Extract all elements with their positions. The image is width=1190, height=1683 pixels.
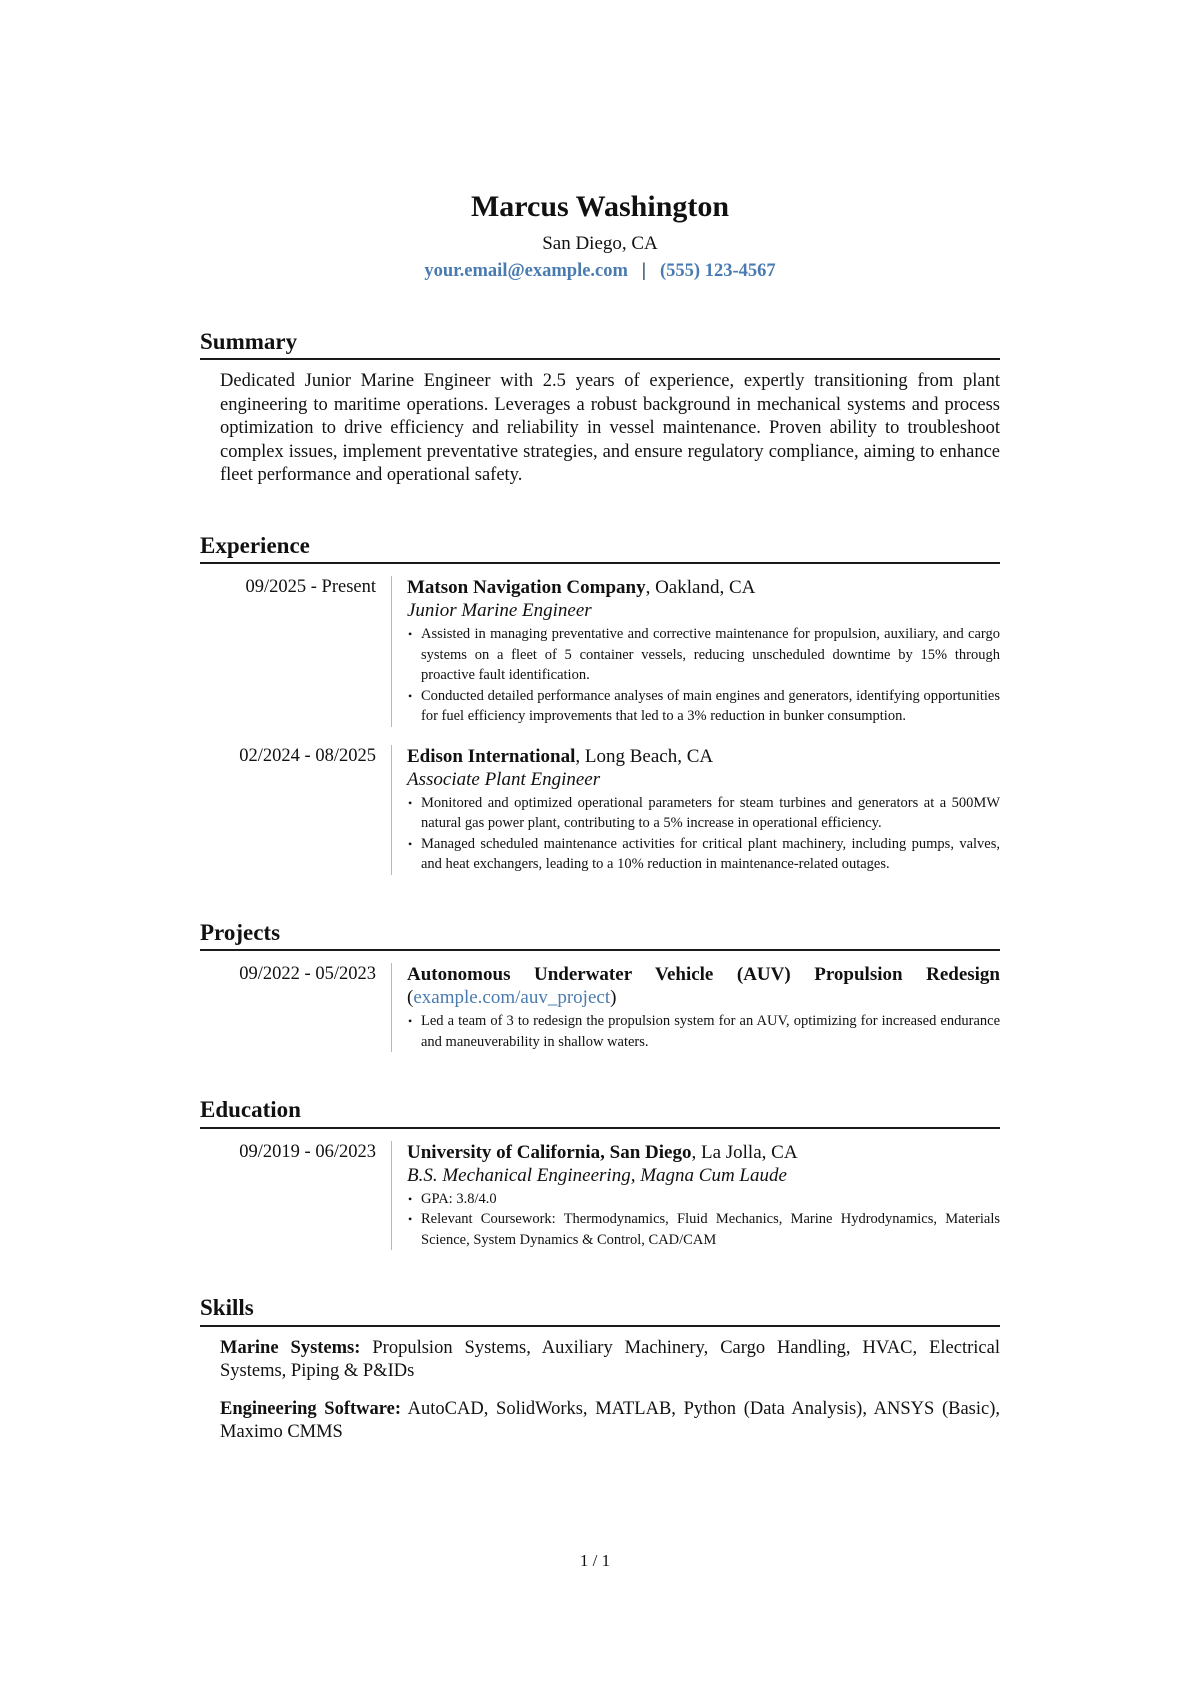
experience-entry — [200, 745, 1000, 875]
section-title-skills: Skills — [200, 1294, 1000, 1327]
list-item — [407, 834, 1000, 875]
entry-title — [407, 745, 1000, 768]
skill-value: Propulsion Systems, Auxiliary Machinery, Cargo Handling, HVAC, Electrical Systems, Piping & P&IDs — [220, 1337, 1000, 1382]
list-item — [407, 686, 1000, 727]
skills-section — [200, 1294, 1000, 1445]
entry-role: Associate Plant Engineer — [407, 768, 601, 790]
candidate-location: San Diego, CA — [542, 232, 658, 254]
entry-title — [407, 576, 1000, 599]
project-link[interactable]: example.com/auv_project — [413, 987, 611, 1009]
bullet-text: Assisted in managing preventative and corrective maintenance for propulsion, auxiliary, and cargo systems on a fleet of 5 container vessels, reducing unscheduled downtime by 15% through proactive fault identification. — [421, 626, 1000, 684]
project-link-line — [407, 986, 1000, 1009]
section-title-summary: Summary — [200, 328, 1000, 361]
summary-section — [200, 328, 1000, 488]
experience-section — [200, 532, 1000, 875]
entry-date: 09/2022 - 05/2023 — [239, 964, 376, 985]
project-name — [407, 963, 1000, 986]
bullet-text: Led a team of 3 to redesign the propulsion system for an AUV, optimizing for increased endurance and maneuverability in shallow waters. — [421, 1013, 1000, 1050]
bullet-list — [407, 1011, 1000, 1052]
project-entry — [200, 963, 1000, 1052]
list-item — [407, 1209, 1000, 1250]
entry-organization: University of California, San Diego — [407, 1141, 692, 1163]
summary-text: Dedicated Junior Marine Engineer with 2.5 years of experience, expertly transitioning from plant engineering to maritime operations. Leverages a robust background in mechanical systems and process optimization to drive efficiency and reliability in vessel maintenance. Proven ability to troubleshoot complex issues, implement preventative strategies, and ensure regulatory compliance, aiming to enhance fleet performance and operational safety. — [220, 371, 1000, 486]
bullet-dot-icon: • — [408, 688, 413, 703]
project-title: Autonomous Underwater Vehicle (AUV) Propulsion Redesign — [407, 964, 1000, 986]
list-item — [407, 1189, 1000, 1210]
bullet-list — [407, 1189, 1000, 1251]
email-link[interactable]: your.email@example.com — [424, 260, 628, 281]
bullet-text: GPA: 3.8/4.0 — [421, 1190, 497, 1207]
bullet-dot-icon: • — [408, 1212, 413, 1227]
entry-date: 09/2019 - 06/2023 — [239, 1141, 376, 1162]
skills-list — [220, 1337, 1000, 1445]
bullet-text: Monitored and optimized operational parameters for steam turbines and generators at a 500MW natural gas power plant, contributing to a 5% increase in operational efficiency. — [421, 794, 1000, 832]
entry-date: 09/2025 - Present — [245, 577, 376, 598]
bullet-dot-icon: • — [408, 1014, 413, 1029]
skill-label: Engineering Software: — [220, 1398, 402, 1419]
entry-degree: B.S. Mechanical Engineering, Magna Cum Laude — [407, 1164, 787, 1186]
phone-link[interactable]: (555) 123-4567 — [660, 260, 776, 281]
entry-role: Junior Marine Engineer — [407, 600, 592, 622]
page-number: 1 / 1 — [579, 1551, 611, 1570]
skill-row — [220, 1337, 1000, 1384]
resume-header — [200, 190, 1000, 282]
link-open-paren: ( — [407, 987, 414, 1009]
education-section — [200, 1096, 1000, 1250]
education-entry — [200, 1141, 1000, 1251]
entry-body — [391, 963, 1000, 1052]
section-title-education: Education — [200, 1096, 1000, 1129]
candidate-name: Marcus Washington — [470, 190, 730, 223]
entry-title — [407, 1141, 1000, 1164]
list-item — [407, 1011, 1000, 1052]
resume-page — [200, 190, 1000, 1459]
bullet-list — [407, 793, 1000, 875]
entry-location: , La Jolla, CA — [691, 1141, 798, 1163]
entry-body — [391, 745, 1000, 875]
projects-section — [200, 919, 1000, 1053]
skill-value: AutoCAD, SolidWorks, MATLAB, Python (Data Analysis), ANSYS (Basic), Maximo CMMS — [220, 1398, 1000, 1443]
entry-organization: Edison International — [407, 745, 576, 767]
bullet-dot-icon: • — [408, 795, 413, 810]
list-item — [407, 793, 1000, 834]
entry-organization: Matson Navigation Company — [407, 577, 646, 599]
skill-row — [220, 1398, 1000, 1445]
section-title-experience: Experience — [200, 532, 1000, 565]
bullet-text: Conducted detailed performance analyses of main engines and generators, identifying opportunities for fuel efficiency improvements that led to a 3% reduction in bunker consumption. — [421, 687, 1000, 725]
bullet-dot-icon: • — [408, 836, 413, 851]
link-close-paren: ) — [610, 987, 617, 1009]
skill-label: Marine Systems: — [220, 1337, 361, 1358]
entry-body — [391, 1141, 1000, 1251]
entry-date: 02/2024 - 08/2025 — [239, 745, 376, 766]
entry-location: , Long Beach, CA — [575, 745, 714, 767]
bullet-text: Managed scheduled maintenance activities for critical plant machinery, including pumps, valves, and heat exchangers, leading to a 10% reduction in maintenance-related outages. — [421, 835, 1000, 873]
bullet-dot-icon: • — [408, 627, 413, 642]
contact-line — [200, 261, 1000, 282]
contact-separator: | — [641, 260, 646, 281]
experience-entry — [200, 576, 1000, 727]
bullet-list — [407, 624, 1000, 727]
list-item — [407, 624, 1000, 686]
bullet-text: Relevant Coursework: Thermodynamics, Fluid Mechanics, Marine Hydrodynamics, Materials Science, System Dynamics & Control, CAD/CAM — [421, 1211, 1000, 1248]
entry-body — [391, 576, 1000, 727]
bullet-dot-icon: • — [408, 1191, 413, 1206]
entry-location: , Oakland, CA — [645, 577, 756, 599]
section-title-projects: Projects — [200, 919, 1000, 952]
